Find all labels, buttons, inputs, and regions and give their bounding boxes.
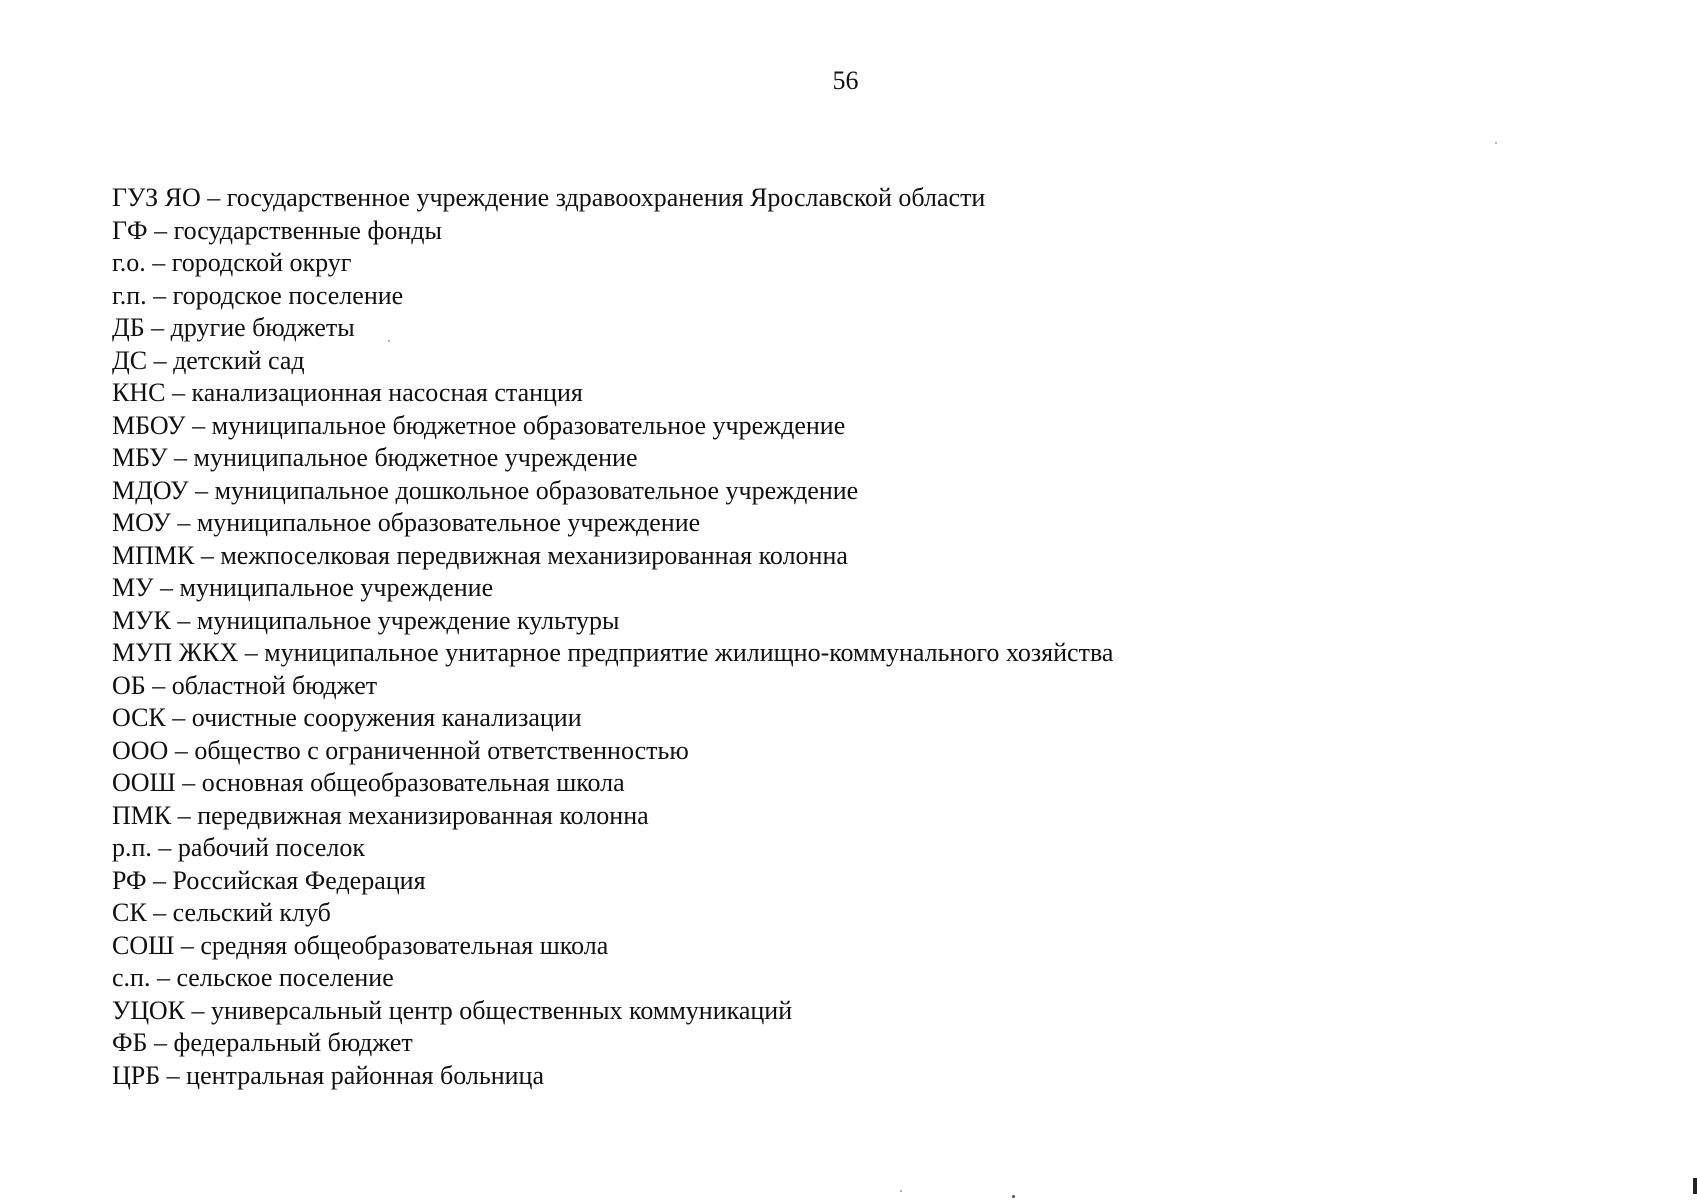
abbreviation-entry: МУП ЖКХ – муниципальное унитарное предприятие жилищно-коммунального хозяйства	[112, 638, 1114, 667]
page-number	[0, 66, 1697, 96]
scan-speck	[900, 1190, 902, 1192]
abbreviation-entry: УЦОК – универсальный центр общественных коммуникаций	[112, 995, 793, 1025]
abbreviation-entry: г.п. – городское поселение	[112, 280, 404, 310]
abbreviation-entry: РФ – Российская Федерация	[112, 865, 426, 895]
abbreviation-entry: ГФ – государственные фонды	[112, 215, 442, 245]
abbreviation-entry: МПМК – межпоселковая передвижная механизированная колонна	[112, 540, 848, 570]
abbreviation-entry: МОУ – муниципальное образовательное учреждение	[112, 508, 701, 537]
abbreviation-entry: ПМК – передвижная механизированная колонна	[112, 800, 649, 830]
abbreviation-entry: МБУ – муниципальное бюджетное учреждение	[112, 443, 638, 472]
abbreviation-entry: ООО – общество с ограниченной ответственностью	[112, 735, 689, 765]
abbreviation-entry: р.п. – рабочий поселок	[112, 833, 365, 862]
abbreviation-entry: ГУЗ ЯО – государственное учреждение здравоохранения Ярославской области	[112, 183, 986, 212]
abbreviation-entry: ФБ – федеральный бюджет	[112, 1028, 413, 1057]
abbreviation-entry: ЦРБ – центральная районная больница	[112, 1060, 545, 1090]
abbreviation-entry: СК – сельский клуб	[112, 898, 331, 927]
abbreviation-entry: МУК – муниципальное учреждение культуры	[112, 605, 620, 635]
abbreviation-entry: г.о. – городской округ	[112, 248, 352, 277]
abbreviation-entry: ДБ – другие бюджеты	[112, 313, 355, 342]
abbreviation-list	[112, 182, 1113, 1092]
abbreviation-entry: МУ – муниципальное учреждение	[112, 573, 494, 602]
abbreviation-entry: ОСК – очистные сооружения канализации	[112, 703, 582, 732]
page-number-text: 56	[832, 66, 859, 95]
scan-speck	[1012, 1195, 1015, 1198]
abbreviation-entry: МБОУ – муниципальное бюджетное образовательное учреждение	[112, 410, 846, 440]
abbreviation-entry: с.п. – сельское поселение	[112, 963, 394, 992]
abbreviation-entry: КНС – канализационная насосная станция	[112, 378, 583, 407]
scan-speck	[388, 340, 390, 342]
scan-speck	[1495, 142, 1497, 144]
abbreviation-entry: МДОУ – муниципальное дошкольное образовательное учреждение	[112, 475, 859, 505]
abbreviation-entry: ОБ – областной бюджет	[112, 670, 378, 700]
abbreviation-entry: СОШ – средняя общеобразовательная школа	[112, 930, 609, 960]
abbreviation-entry: ДС – детский сад	[112, 345, 305, 375]
abbreviation-entry: ООШ – основная общеобразовательная школа	[112, 768, 625, 797]
scan-edge-mark	[1693, 1178, 1697, 1194]
